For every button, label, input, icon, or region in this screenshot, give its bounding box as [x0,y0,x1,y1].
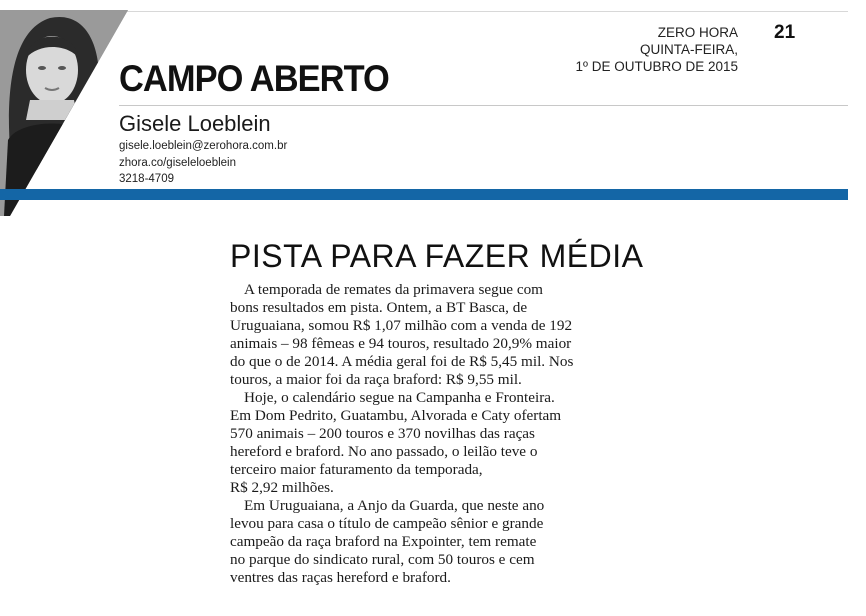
section-accent-bar [0,189,848,200]
article-line: touros, a maior foi da raça braford: R$ 9,55 mil. [230,371,522,388]
article-line: levou para casa o título de campeão sênior e grande [230,515,544,532]
article-line: Em Dom Pedrito, Guatambu, Alvorada e Caty ofertam [230,407,562,424]
article-line: R$ 2,92 milhões. [230,479,334,496]
article-line: terceiro maior faturamento da temporada, [230,461,483,478]
article-line: Em Uruguaiana, a Anjo da Guarda, que neste ano [244,497,545,514]
newspaper-name: ZERO HORA [657,25,738,40]
page-number: 21 [774,22,796,43]
author-email[interactable]: gisele.loeblein@zerohora.com.br [119,140,288,152]
article-line: ventres das raças hereford e braford. [230,569,451,586]
header-divider [119,105,848,106]
publication-date: 1º DE OUTUBRO DE 2015 [575,59,738,74]
article-line: Uruguaiana, somou R$ 1,07 milhão com a venda de 192 [230,317,573,334]
article-line: animais – 98 fêmeas e 94 touros, resultado 20,9% maior [230,335,572,352]
article-body [230,281,610,587]
article-line: Hoje, o calendário segue na Campanha e Fronteira. [244,389,555,406]
publication-info [576,24,738,75]
article-line: do que o de 2014. A média geral foi de R$ 5,45 mil. Nos [230,353,574,370]
article-line: hereford e braford. No ano passado, o leilão teve o [230,443,538,460]
author-website[interactable]: zhora.co/giseleloeblein [119,156,236,169]
section-title: CAMPO ABERTO [119,58,389,99]
article-line: bons resultados em pista. Ontem, a BT Basca, de [230,299,528,316]
article-line: 570 animais – 200 touros e 370 novilhas das raças [230,425,535,442]
article-headline: PISTA PARA FAZER MÉDIA [230,238,644,274]
publication-weekday: QUINTA-FEIRA, [639,42,738,57]
article-line: A temporada de remates da primavera segue com [244,281,543,298]
article-line: no parque do sindicato rural, com 50 touros e cem [230,551,535,568]
author-phone: 3218-4709 [119,173,174,185]
author-name: Gisele Loeblein [119,111,271,136]
author-contact [119,138,287,188]
article-line: campeão da raça braford na Expointer, tem remate [230,533,537,550]
